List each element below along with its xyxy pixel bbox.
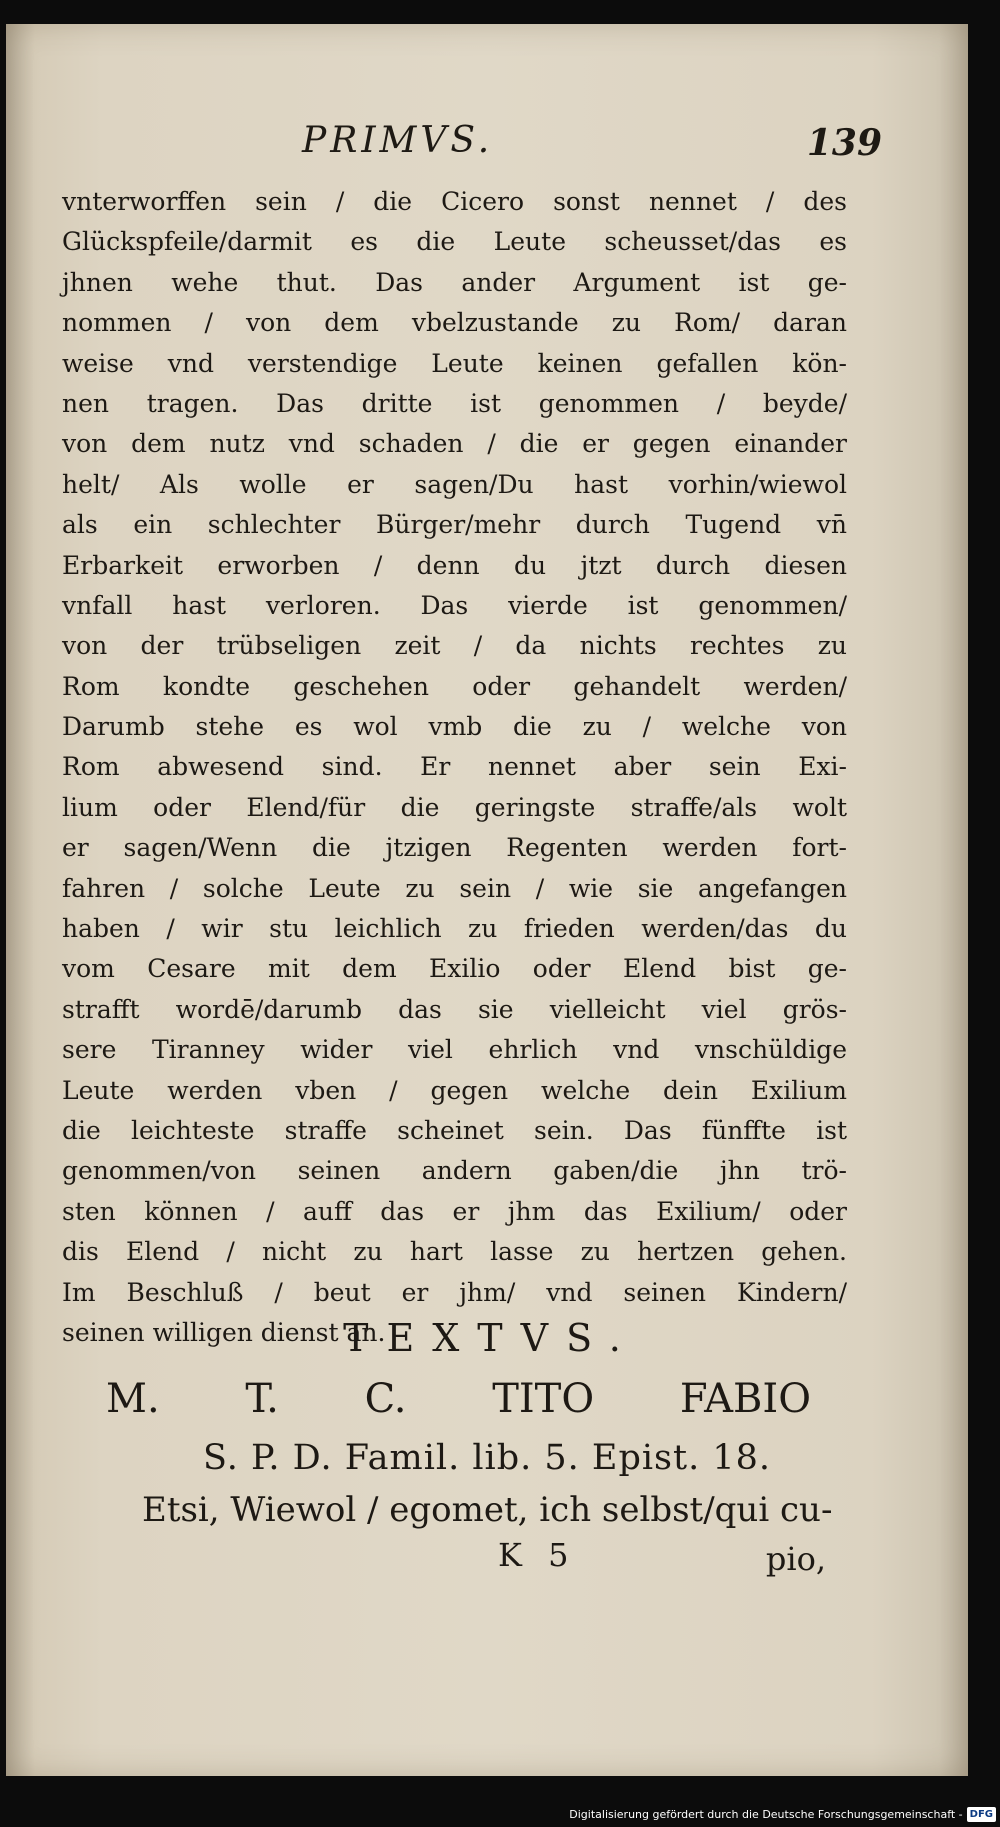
- textus-heading: TEXTVS.: [343, 1316, 639, 1360]
- text-line: Glückspfeile/darmit es die Leute scheusset/das es: [62, 227, 847, 257]
- text-line: helt/ Als wolle er sagen/Du hast vorhin/wiewol: [62, 469, 847, 499]
- text-line: nen tragen. Das dritte ist genommen / beyde/: [62, 388, 847, 418]
- body-text: [62, 182, 847, 1353]
- text-line: sten können / auff das er jhm das Exilium/ oder: [62, 1196, 847, 1226]
- catchword: pio,: [765, 1540, 826, 1578]
- book-page: [6, 24, 968, 1776]
- footer-credit: Digitalisierung gefördert durch die Deutsche Forschungsgemeinschaft -: [569, 1807, 963, 1821]
- text-line: strafft wordē/darumb das sie vielleicht viel grös-: [62, 994, 847, 1024]
- letter-addressee: M. T. C. TITO FABIO: [106, 1376, 811, 1422]
- text-line: er sagen/Wenn die jtzigen Regenten werden fort-: [62, 833, 847, 863]
- text-line: von dem nutz vnd schaden / die er gegen einander: [62, 429, 847, 459]
- text-line: dis Elend / nicht zu hart lasse zu hertzen gehen.: [62, 1237, 847, 1267]
- text-line: Erbarkeit erworben / denn du jtzt durch diesen: [62, 550, 847, 580]
- running-head: PRIMVS.: [302, 120, 494, 161]
- text-line: fahren / solche Leute zu sein / wie sie angefangen: [62, 873, 847, 903]
- digitization-footer: [569, 1803, 996, 1825]
- text-line: lium oder Elend/für die geringste straffe/als wolt: [62, 792, 847, 822]
- text-line: haben / wir stu leichlich zu frieden werden/das du: [62, 914, 847, 944]
- text-line: Im Beschluß / beut er jhm/ vnd seinen Kindern/: [62, 1277, 847, 1307]
- page-header: [6, 120, 968, 170]
- text-line: sere Tiranney wider viel ehrlich vnd vnschüldige: [62, 1035, 847, 1065]
- text-line: weise vnd verstendige Leute keinen gefallen kön-: [62, 348, 847, 378]
- text-line: jhnen wehe thut. Das ander Argument ist ge-: [62, 267, 847, 297]
- text-line: Rom abwesend sind. Er nennet aber sein Exi-: [62, 752, 847, 782]
- text-line: vnfall hast verloren. Das vierde ist genommen/: [62, 590, 847, 620]
- text-line: Rom kondte geschehen oder gehandelt werden/: [62, 671, 847, 701]
- text-line: nommen / von dem vbelzustande zu Rom/ daran: [62, 308, 847, 338]
- text-line: Darumb stehe es wol vmb die zu / welche von: [62, 712, 847, 742]
- letter-first-line: Etsi, Wiewol / egomet, ich selbst/qui cu-: [142, 1490, 833, 1530]
- text-line: als ein schlechter Bürger/mehr durch Tugend vn̄: [62, 510, 847, 540]
- letter-source-reference: S. P. D. Famil. lib. 5. Epist. 18.: [202, 1438, 771, 1478]
- text-line: vnterworffen sein / die Cicero sonst nennet / des: [62, 187, 847, 216]
- text-line: von der trübseligen zeit / da nichts rechtes zu: [62, 631, 847, 661]
- page-number: 139: [806, 122, 882, 164]
- signature-mark: K 5: [498, 1536, 577, 1574]
- text-line: die leichteste straffe scheinet sein. Das fünffte ist: [62, 1115, 847, 1145]
- text-line: vom Cesare mit dem Exilio oder Elend bist ge-: [62, 954, 847, 984]
- text-line: genommen/von seinen andern gaben/die jhn trö-: [62, 1156, 847, 1186]
- text-line: Leute werden vben / gegen welche dein Exilium: [62, 1075, 847, 1105]
- dfg-logo-icon: DFG: [967, 1807, 996, 1822]
- text-line: seinen willigen dienst an.: [62, 1317, 386, 1347]
